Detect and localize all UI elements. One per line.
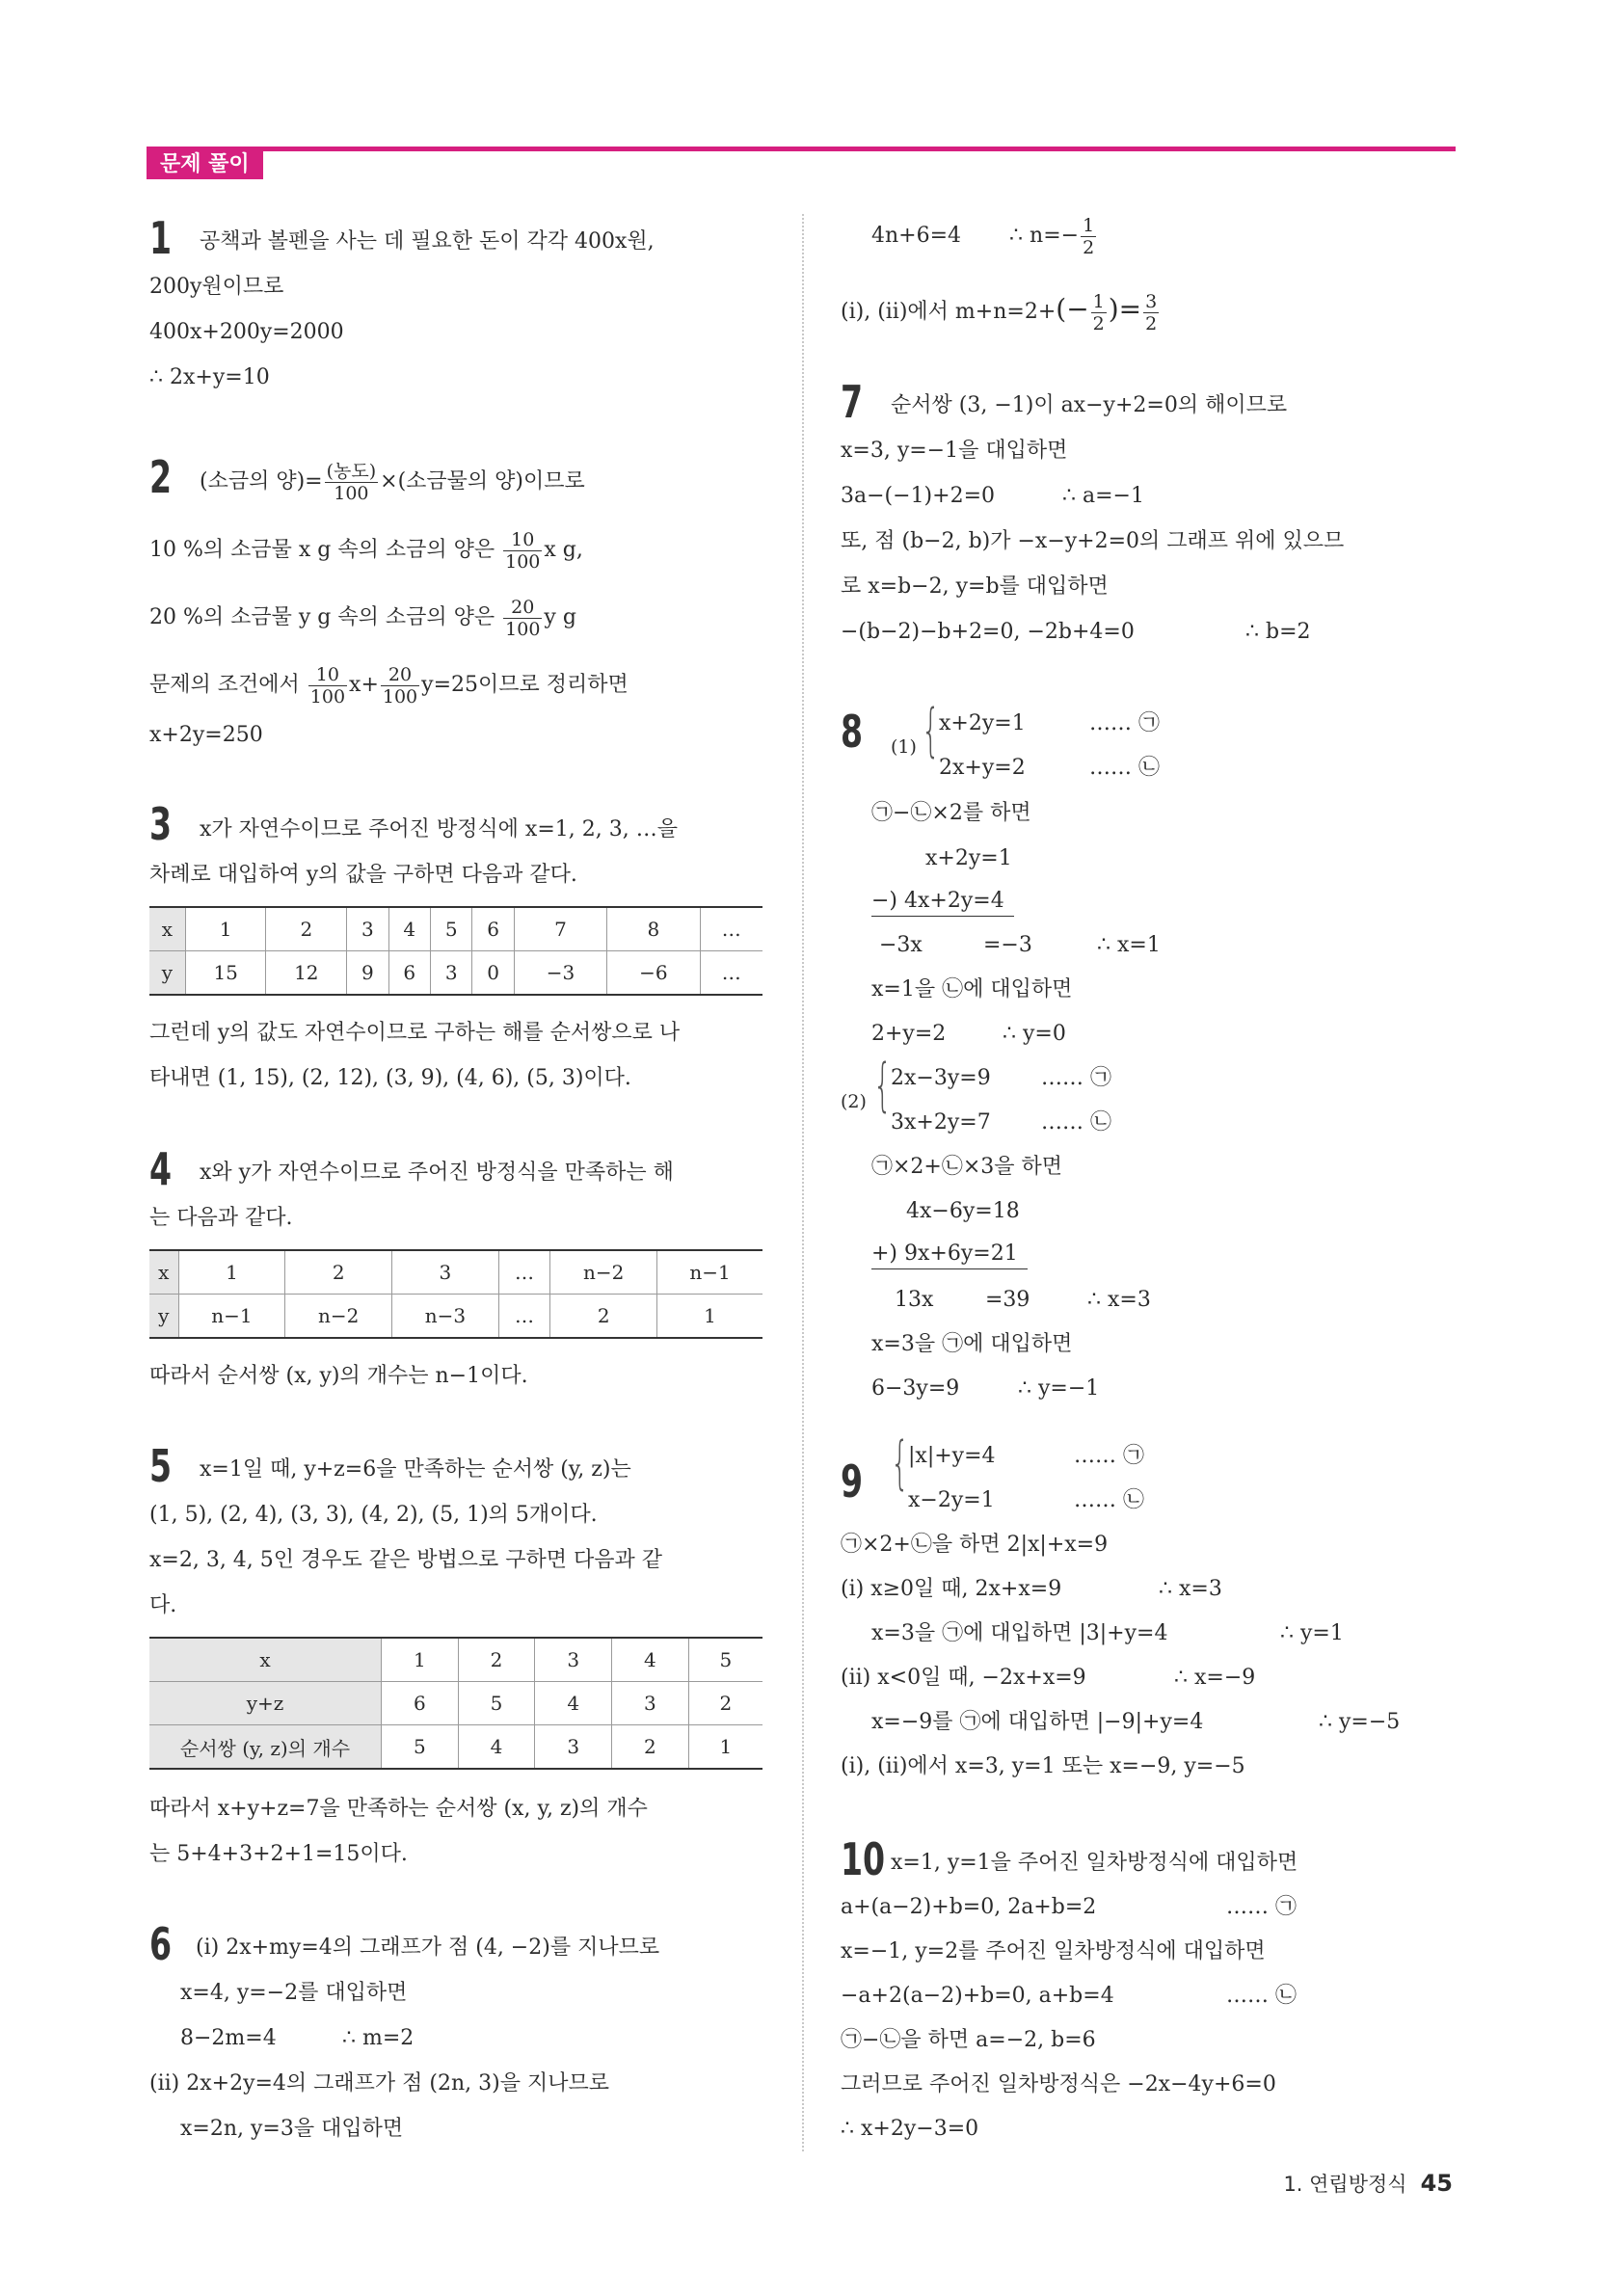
p7-line-2: x=3, y=−1을 대입하면 <box>841 439 1068 463</box>
p9-line-3a: x=3을 ㉠에 대입하면 |3|+y=4 <box>871 1621 1168 1645</box>
table-row: x 1 2 3 … n−2 n−1 <box>149 1250 762 1295</box>
table-row: y n−1 n−2 n−3 … 2 1 <box>149 1295 762 1339</box>
p9-eq-2: x−2y=1 <box>908 1488 995 1512</box>
p8-eq-1: x+2y=1 <box>939 711 1026 735</box>
p6-line-2: x=4, y=−2를 대입하면 <box>180 1981 408 2005</box>
brace: { <box>873 1052 893 1119</box>
p9-mark-1: …… ㉠ <box>1074 1444 1144 1468</box>
p9-line-4a: (ii) x<0일 때, −2x+x=9 <box>841 1666 1086 1690</box>
p6-line-5: x=2n, y=3을 대입하면 <box>180 2117 404 2141</box>
p9-eq-1: |x|+y=4 <box>908 1444 996 1468</box>
p8-mark-3: …… ㉠ <box>1041 1066 1111 1090</box>
page-footer <box>1283 2169 1453 2199</box>
problem-2-number: 2 <box>149 451 173 503</box>
p6-line-6: 4n+6=4 ∴ n=− $\frac{1}{2}$ <box>871 214 1095 258</box>
p2-line-4: 문제의 조건에서 $\frac{10}{100}$ x+ $\frac{20}{100}$ y=25이므로 정리하면 <box>149 663 629 707</box>
p5-line-6: 는 5+4+3+2+1=15이다. <box>149 1842 408 1866</box>
p5-line-2: (1, 5), (2, 4), (3, 3), (4, 2), (5, 1)의 5개이다. <box>149 1503 598 1527</box>
problem-3-number: 3 <box>149 798 173 850</box>
p3-line-4: 타내면 (1, 15), (2, 12), (3, 9), (4, 6), (5, 3)이다. <box>149 1066 631 1090</box>
p8-sub-2: (2) <box>841 1091 867 1112</box>
p9-line-6: (i), (ii)에서 x=3, y=1 또는 x=−9, y=−5 <box>841 1754 1245 1778</box>
problem-6-number: 6 <box>149 1918 173 1970</box>
p8-a5: x=1을 ㉡에 대입하면 <box>871 977 1073 1001</box>
fraction: $\frac{20}{100}$ <box>505 596 541 640</box>
p3-line-2: 차례로 대입하여 y의 값을 구하면 다음과 같다. <box>149 863 577 887</box>
p3-table <box>149 906 762 996</box>
p8-mark-4: …… ㉡ <box>1041 1110 1111 1135</box>
p9-line-5b: ∴ y=−5 <box>1319 1710 1401 1734</box>
p9-line-2b: ∴ x=3 <box>1159 1577 1222 1601</box>
problem-7-number: 7 <box>841 376 864 428</box>
p8-b6a: 6−3y=9 <box>871 1376 960 1401</box>
fraction: $\frac{10}{100}$ <box>505 528 541 573</box>
p9-line-4b: ∴ x=−9 <box>1174 1666 1256 1690</box>
p7-line-3b: ∴ a=−1 <box>1062 484 1144 508</box>
p8-mark-1: …… ㉠ <box>1089 711 1160 735</box>
p8-b4b: =39 <box>985 1288 1030 1312</box>
table-row: x 1 2 3 4 5 <box>149 1638 762 1682</box>
p8-b6b: ∴ y=−1 <box>1018 1376 1100 1401</box>
p9-line-1: ㉠×2+㉡을 하면 2|x|+x=9 <box>841 1533 1109 1557</box>
problem-9-number: 9 <box>841 1455 864 1508</box>
p1-line-3: 400x+200y=2000 <box>149 320 344 344</box>
p4-line-3: 따라서 순서쌍 (x, y)의 개수는 n−1이다. <box>149 1364 528 1388</box>
fraction: $\frac{1}{2}$ <box>1083 214 1095 258</box>
problem-8-number: 8 <box>841 706 864 758</box>
p2-line-1 <box>200 457 585 507</box>
p7-line-6b: ∴ b=2 <box>1245 620 1311 644</box>
p8-mark-2: …… ㉡ <box>1089 756 1160 780</box>
p10-line-6: 그러므로 주어진 일차방정식은 −2x−4y+6=0 <box>841 2072 1276 2096</box>
p10-line-5: ㉠−㉡을 하면 a=−2, b=6 <box>841 2028 1096 2052</box>
page-number: 45 <box>1420 2170 1453 2197</box>
p2-line-3: 20 %의 소금물 y g 속의 소금의 양은 $\frac{20}{100}$ y g <box>149 596 576 640</box>
p10-line-4b: …… ㉡ <box>1226 1984 1297 2008</box>
p9-line-5a: x=−9를 ㉠에 대입하면 |−9|+y=4 <box>871 1710 1204 1734</box>
p8-b3: +) 9x+6y=21 <box>871 1240 1028 1269</box>
p8-a1: ㉠−㉡×2를 하면 <box>871 801 1031 825</box>
p3-line-3: 그런데 y의 값도 자연수이므로 구하는 해를 순서쌍으로 나 <box>149 1021 681 1045</box>
column-divider <box>802 214 804 2151</box>
fraction: $\frac{1}{2}$ <box>1092 290 1105 334</box>
p8-b4a: 13x <box>895 1288 934 1312</box>
p10-line-1: x=1, y=1을 주어진 일차방정식에 대입하면 <box>891 1851 1298 1875</box>
p10-line-7: ∴ x+2y−3=0 <box>841 2117 979 2141</box>
fraction: $\frac{3}{2}$ <box>1145 290 1158 334</box>
problem-4-number: 4 <box>149 1143 173 1195</box>
p9-line-2a: (i) x≥0일 때, 2x+x=9 <box>841 1577 1062 1601</box>
fraction: $\frac{20}{100}$ <box>382 663 418 707</box>
p8-a6a: 2+y=2 <box>871 1022 947 1046</box>
p8-eq-3: 2x−3y=9 <box>891 1066 991 1090</box>
p5-line-4: 다. <box>149 1593 177 1617</box>
p5-line-5: 따라서 x+y+z=7을 만족하는 순서쌍 (x, y, z)의 개수 <box>149 1797 648 1821</box>
p5-line-3: x=2, 3, 4, 5인 경우도 같은 방법으로 구하면 다음과 같 <box>149 1548 663 1572</box>
p8-a4c: ∴ x=1 <box>1097 933 1161 957</box>
p8-eq-2: 2x+y=2 <box>939 756 1026 780</box>
table-row: 순서쌍 (y, z)의 개수 5 4 3 2 1 <box>149 1725 762 1770</box>
p6-line-4: (ii) 2x+2y=4의 그래프가 점 (2n, 3)을 지나므로 <box>149 2071 609 2096</box>
p7-line-1: 순서쌍 (3, −1)이 ax−y+2=0의 해이므로 <box>891 393 1288 417</box>
fraction: $\frac{\text{(농도)}}{100}$ <box>326 460 377 504</box>
p4-line-1: x와 y가 자연수이므로 주어진 방정식을 만족하는 해 <box>200 1161 674 1185</box>
p8-b5: x=3을 ㉠에 대입하면 <box>871 1332 1073 1356</box>
problem-1-number: 1 <box>149 212 173 264</box>
p8-a4a: −3x <box>879 933 923 957</box>
p7-line-4: 또, 점 (b−2, b)가 −x−y+2=0의 그래프 위에 있으므 <box>841 529 1345 553</box>
problem-5-number: 5 <box>149 1440 173 1492</box>
table-row: y 15 12 9 6 3 0 −3 −6 … <box>149 951 762 996</box>
p3-line-1: x가 자연수이므로 주어진 방정식에 x=1, 2, 3, …을 <box>200 817 678 841</box>
brace: { <box>922 697 941 764</box>
p9-mark-2: …… ㉡ <box>1074 1488 1144 1512</box>
p2-line-2: 10 %의 소금물 x g 속의 소금의 양은 $\frac{10}{100}$ x g, <box>149 528 583 573</box>
p8-b4c: ∴ x=3 <box>1087 1288 1151 1312</box>
problem-10-number: 10 <box>841 1833 886 1885</box>
p1-line-1: 공책과 볼펜을 사는 데 필요한 돈이 각각 400x원, <box>200 229 655 254</box>
p8-b1: ㉠×2+㉡×3을 하면 <box>871 1155 1063 1179</box>
p7-line-6a: −(b−2)−b+2=0, −2b+4=0 <box>841 620 1135 644</box>
p9-line-3b: ∴ y=1 <box>1280 1621 1344 1645</box>
p4-line-2: 는 다음과 같다. <box>149 1206 293 1230</box>
p8-a4b: =−3 <box>983 933 1032 957</box>
p6-line-3a: 8−2m=4 <box>180 2026 277 2050</box>
p4-table <box>149 1249 762 1339</box>
p8-a3: −) 4x+2y=4 <box>871 887 1014 917</box>
p5-line-1: x=1일 때, y+z=6을 만족하는 순서쌍 (y, z)는 <box>200 1457 631 1482</box>
p10-line-2a: a+(a−2)+b=0, 2a+b=2 <box>841 1895 1097 1919</box>
p7-line-3a: 3a−(−1)+2=0 <box>841 484 996 508</box>
brace: { <box>891 1429 910 1497</box>
p8-a2: x+2y=1 <box>925 846 1012 870</box>
table-row: y+z 6 5 4 3 2 <box>149 1682 762 1725</box>
fraction: $\frac{10}{100}$ <box>309 663 346 707</box>
p6-line-7: (i), (ii)에서 m+n=2+(− $\frac{1}{2}$ )= $\frac{3}{2}$ <box>841 290 1158 334</box>
p8-a6b: ∴ y=0 <box>1003 1022 1066 1046</box>
header-rule <box>147 147 1456 151</box>
p8-eq-4: 3x+2y=7 <box>891 1110 991 1135</box>
chapter-title: 1. 연립방정식 <box>1283 2173 1407 2196</box>
p1-line-4: ∴ 2x+y=10 <box>149 365 270 389</box>
p2-l1b: ×(소금물의 양)이므로 <box>380 469 585 494</box>
p8-sub-1: (1) <box>891 736 917 758</box>
table-row: x 1 2 3 4 5 6 7 8 … <box>149 907 762 951</box>
section-label: 문제 풀이 <box>147 150 263 179</box>
p2-l1a: (소금의 양)= <box>200 469 323 494</box>
p6-line-1: (i) 2x+my=4의 그래프가 점 (4, −2)를 지나므로 <box>196 1936 660 1960</box>
p1-line-2: 200y원이므로 <box>149 275 284 299</box>
p5-table <box>149 1637 762 1770</box>
p10-line-3: x=−1, y=2를 주어진 일차방정식에 대입하면 <box>841 1939 1266 1963</box>
p10-line-4a: −a+2(a−2)+b=0, a+b=4 <box>841 1984 1114 2008</box>
p8-b2: 4x−6y=18 <box>906 1199 1020 1223</box>
p2-line-5: x+2y=250 <box>149 723 263 747</box>
p10-line-2b: …… ㉠ <box>1226 1895 1297 1919</box>
p6-line-3b: ∴ m=2 <box>342 2026 415 2050</box>
p7-line-5: 로 x=b−2, y=b를 대입하면 <box>841 574 1109 599</box>
